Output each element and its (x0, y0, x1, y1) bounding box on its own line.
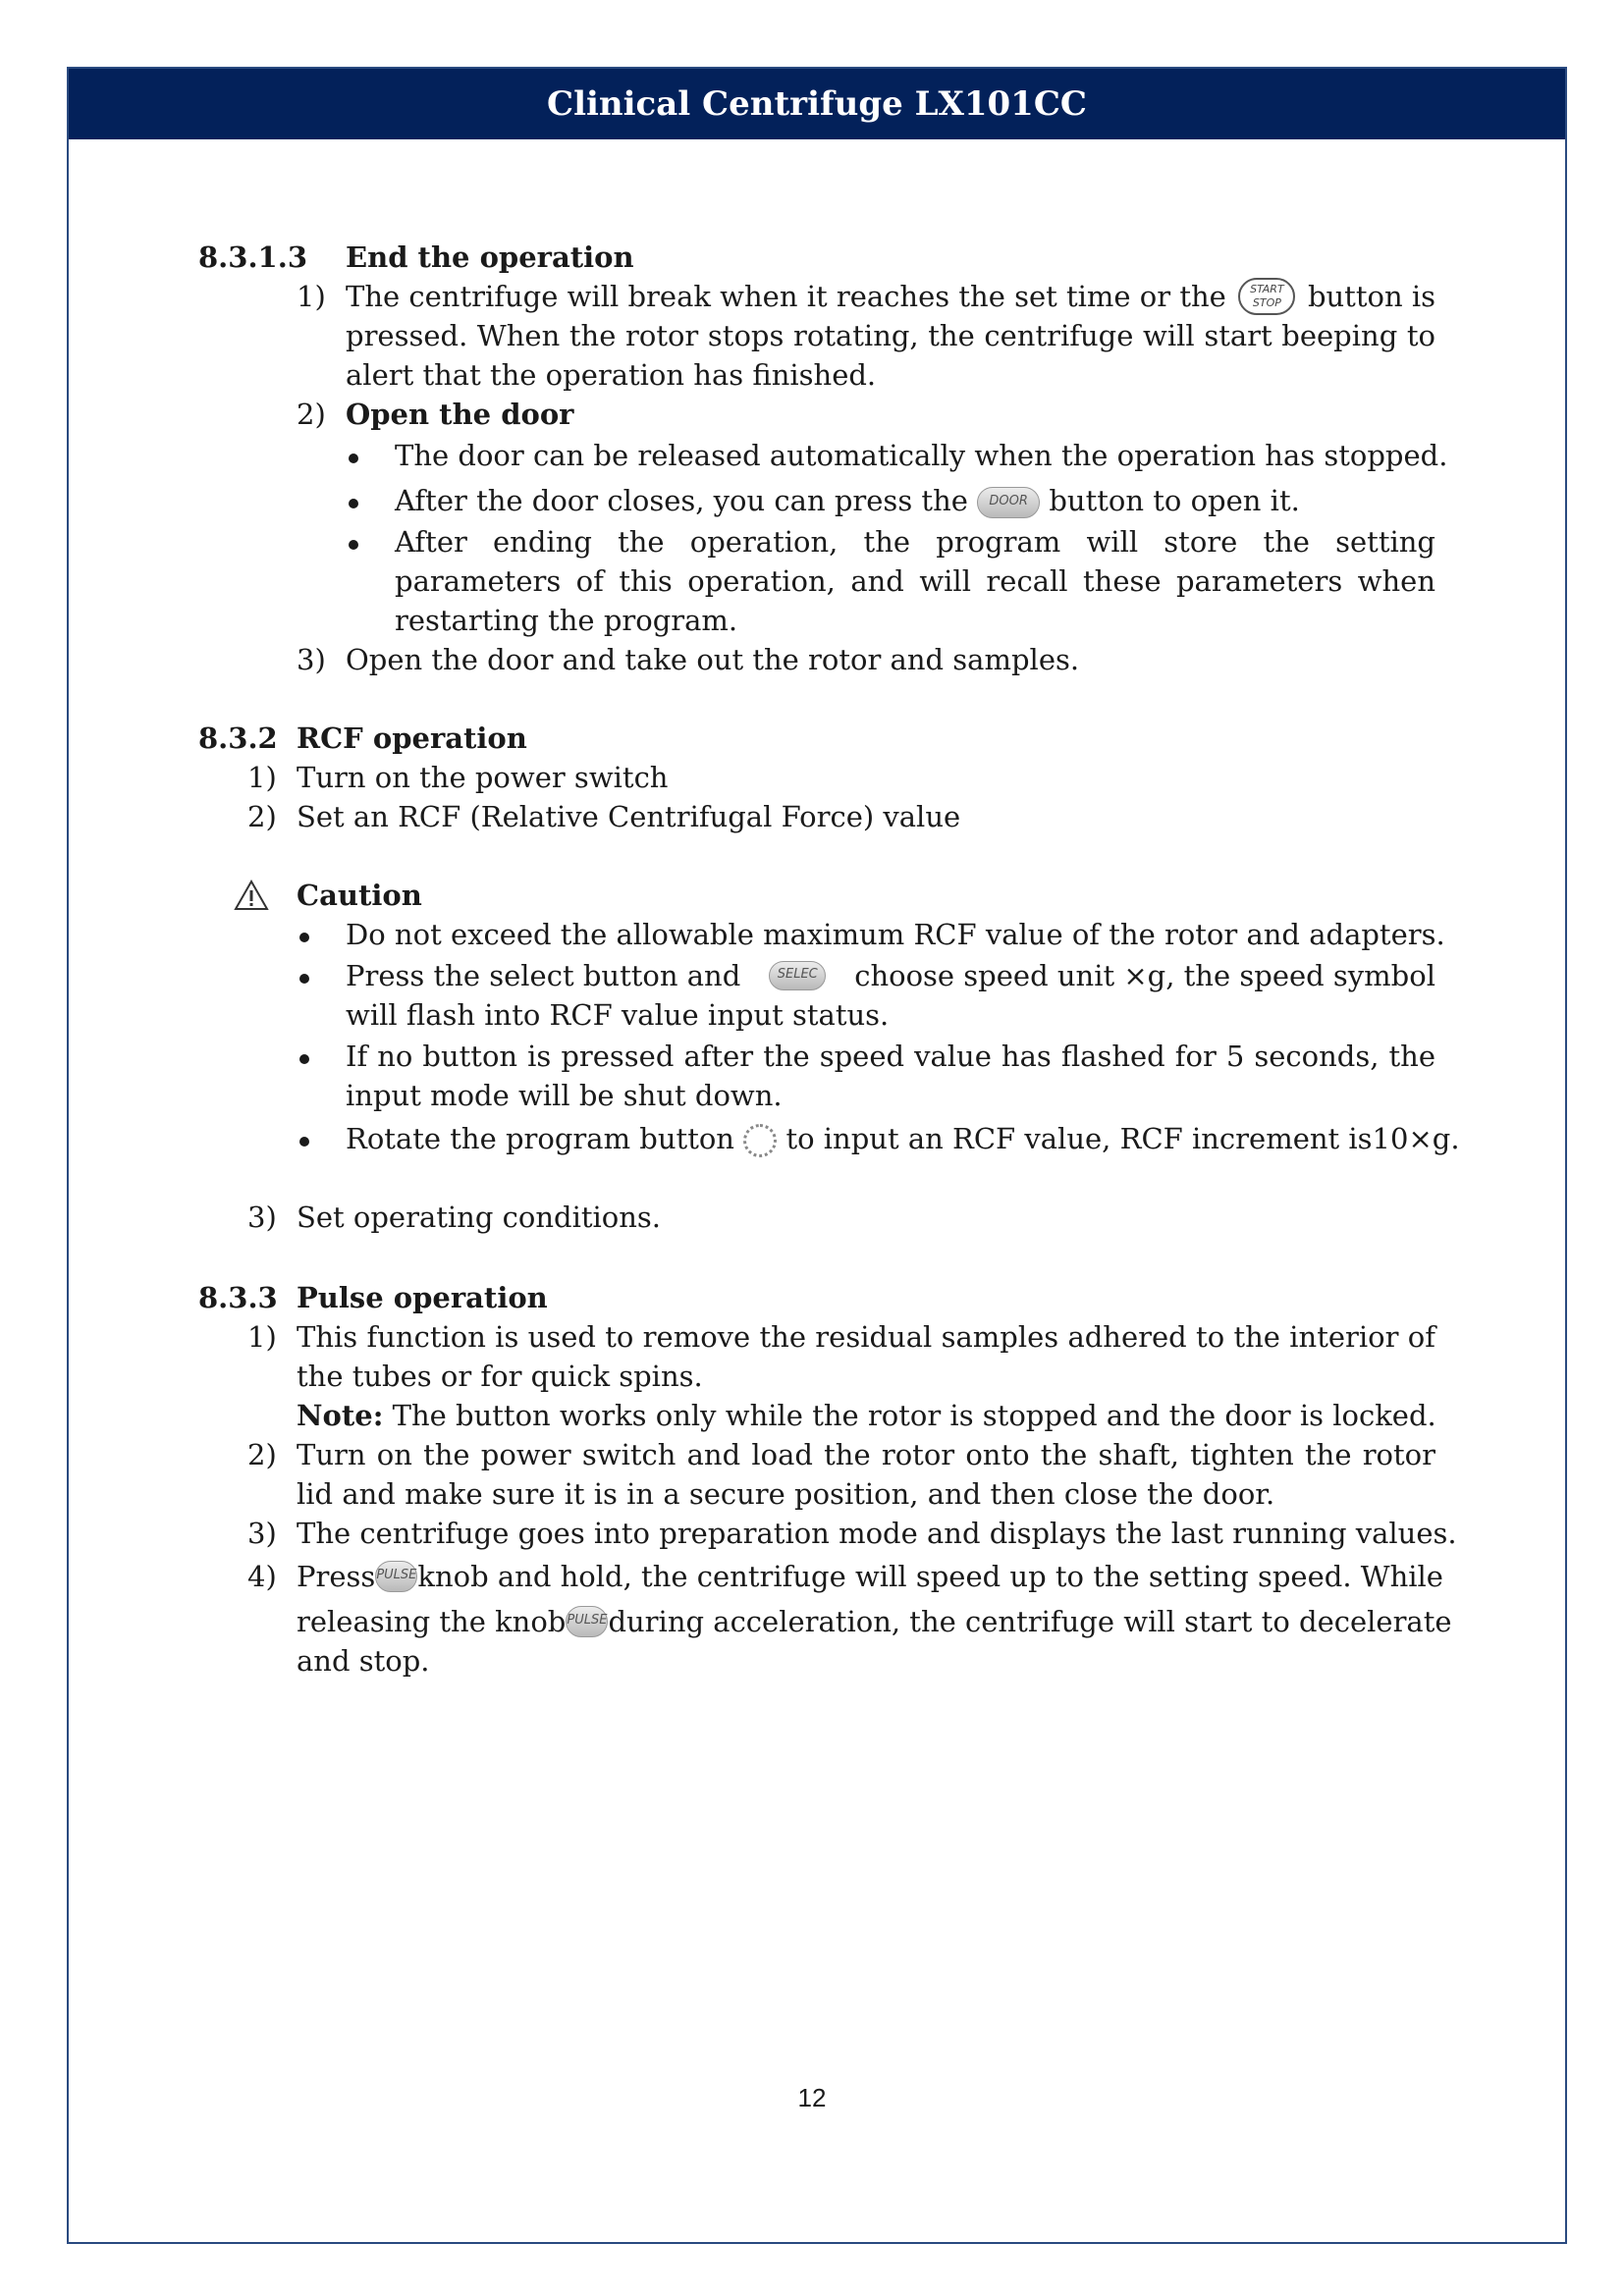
bullet (299, 933, 309, 942)
item-title: Open the door (346, 398, 574, 431)
bullet-text: will flash into RCF value input status. (346, 998, 890, 1032)
bullet (349, 540, 358, 550)
paragraph-line (346, 277, 1435, 316)
start-stop-icon: START STOP (1238, 278, 1295, 315)
item-text: Open the door and take out the rotor and samples. (346, 643, 1080, 676)
section-number: 8.3.1.3 (198, 240, 308, 274)
item-number: 3) (247, 1201, 277, 1234)
note: Note: The button works only while the rotor is stopped and the door is locked. (297, 1399, 1436, 1432)
item-number: 2) (247, 1438, 277, 1471)
bullet-text: The door can be released automatically when the operation has stopped. (395, 439, 1448, 472)
item-text: and stop. (297, 1644, 430, 1678)
item-number: 3) (247, 1517, 277, 1550)
bullet (299, 974, 309, 984)
bullet-text: After the door closes, you can press the DOOR button to open it. (395, 484, 1300, 517)
bullet (349, 454, 358, 463)
bullet (299, 1137, 309, 1147)
bullet (299, 1054, 309, 1064)
item-text: Press PULSE knob and hold, the centrifuge will speed up to the setting speed. While (297, 1560, 1443, 1593)
item-number: 1) (297, 280, 326, 313)
section-title: End the operation (346, 240, 634, 274)
item-number: 2) (247, 800, 277, 833)
item-number: 2) (297, 398, 326, 431)
item-text: releasing the knob PULSE during acceleration, the centrifuge will start to decelerate (297, 1605, 1452, 1638)
text: The centrifuge will break when it reaches the set time or the (346, 280, 1226, 313)
bullet-text: Rotate the program button to input an RCF value, RCF increment is10×g. (346, 1122, 1460, 1155)
section-number: 8.3.3 (198, 1281, 278, 1314)
item-number: 1) (247, 761, 277, 794)
paragraph-line: alert that the operation has finished. (346, 358, 877, 392)
pulse-icon: PULSE (375, 1561, 417, 1592)
bullet-text: After ending the operation, the program will store the setting parameters of this operation, and will recall these parameters when restarting the program. (395, 525, 1435, 637)
page-header: Clinical Centrifuge LX101CC (69, 69, 1565, 139)
item-text: Set an RCF (Relative Centrifugal Force) value (297, 800, 961, 833)
select-icon: SELEC (769, 961, 826, 990)
item-number: 4) (247, 1560, 277, 1593)
item-number: 3) (297, 643, 326, 676)
door-icon: DOOR (977, 487, 1040, 518)
pulse-icon: PULSE (566, 1606, 608, 1637)
bullet-text: Press the select button and SELEC choose speed unit ×g, the speed symbol (346, 959, 1435, 992)
item-number: 1) (247, 1320, 277, 1354)
caution-title: Caution (297, 879, 422, 912)
page-number: 12 (797, 2083, 827, 2112)
section-title: RCF operation (297, 721, 527, 755)
bullet-text: If no button is pressed after the speed value has flashed for 5 seconds, the input mode will be shut down. (346, 1040, 1435, 1112)
item-text: This function is used to remove the residual samples adhered to the interior of the tubes or for quick spins. (297, 1320, 1435, 1393)
bullet-text: Do not exceed the allowable maximum RCF value of the rotor and adapters. (346, 918, 1445, 951)
program-knob-icon (743, 1124, 777, 1157)
text: button is (1307, 280, 1435, 313)
section-number: 8.3.2 (198, 721, 278, 755)
section-title: Pulse operation (297, 1281, 548, 1314)
warning-icon (234, 880, 269, 911)
item-text: The centrifuge goes into preparation mode and displays the last running values. (297, 1517, 1457, 1550)
item-text: Set operating conditions. (297, 1201, 662, 1234)
paragraph-line: pressed. When the rotor stops rotating, the centrifuge will start beeping to (346, 319, 1435, 352)
bullet (349, 499, 358, 508)
item-text: Turn on the power switch (297, 761, 669, 794)
item-text: Turn on the power switch and load the rotor onto the shaft, tighten the rotor lid and make sure it is in a secure position, and then close the door. (297, 1438, 1435, 1511)
